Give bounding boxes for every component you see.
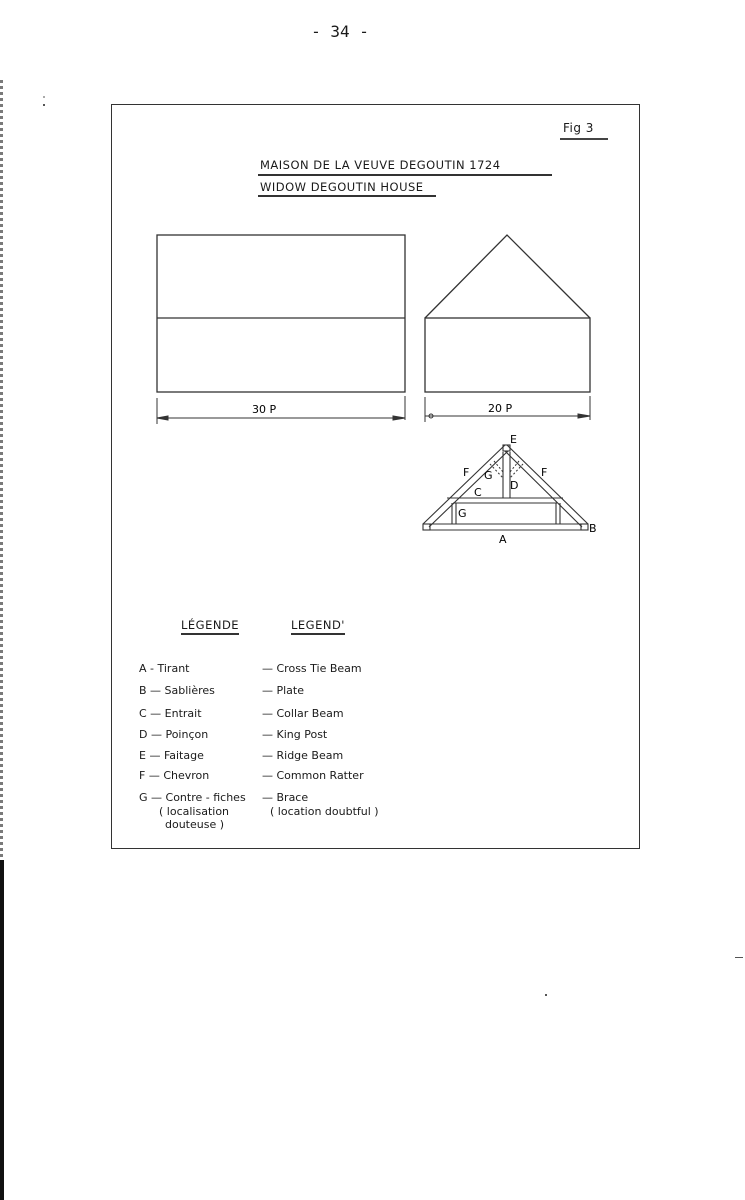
legend-item-g-french: G — Contre - fiches [139, 791, 246, 804]
truss-label-f-left: F [463, 466, 470, 479]
legend-heading-english: LEGEND' [291, 618, 345, 635]
legend-item-g-english: — Brace [262, 791, 309, 804]
dimension-label-20p: 20 P [488, 402, 513, 415]
page-number: - 34 - [311, 22, 369, 41]
dimension-label-30p: 30 P [252, 403, 277, 416]
legend-note-french-line2: douteuse ) [165, 818, 225, 831]
truss-label-c: C [474, 486, 482, 499]
legend-item-e-english: — Ridge Beam [262, 749, 344, 762]
truss-label-b: B [589, 522, 597, 535]
roof-truss [423, 445, 588, 530]
legend-note-french-line1: ( localisation [159, 805, 230, 818]
figure-title-french: MAISON DE LA VEUVE DEGOUTIN 1724 [260, 158, 501, 172]
legend-item-e-french: E — Faitage [139, 749, 204, 762]
legend-heading-french: LÉGENDE [181, 618, 239, 635]
legend-item-c-french: C — Entrait [139, 707, 202, 720]
gable-wall [425, 318, 590, 392]
long-side-elevation [157, 235, 405, 392]
figure-title-english: WIDOW DEGOUTIN HOUSE [260, 180, 424, 194]
truss-label-d: D [510, 479, 519, 492]
legend-item-a-french: A - Tirant [139, 662, 190, 675]
truss-label-g-lower: G [458, 507, 467, 520]
figure-label: Fig 3 [563, 121, 594, 135]
legend-item-d-english: — King Post [262, 728, 328, 741]
truss-label-g-upper: G [484, 469, 493, 482]
legend-item-c-english: — Collar Beam [262, 707, 344, 720]
legend-item-f-french: F — Chevron [139, 769, 210, 782]
legend-item-b-english: — Plate [262, 684, 305, 697]
legend-item-b-french: B — Sablières [139, 684, 215, 697]
truss-label-e: E [510, 433, 517, 446]
legend-item-a-english: — Cross Tie Beam [262, 662, 362, 675]
truss-label-a: A [499, 533, 507, 546]
gable-roof [425, 235, 590, 318]
legend-item-d-french: D — Poinçon [139, 728, 209, 741]
dimension-30p [157, 396, 405, 424]
legend-note-english: ( location doubtful ) [270, 805, 379, 818]
truss-label-f-right: F [541, 466, 548, 479]
legend-item-f-english: — Common Ratter [262, 769, 364, 782]
